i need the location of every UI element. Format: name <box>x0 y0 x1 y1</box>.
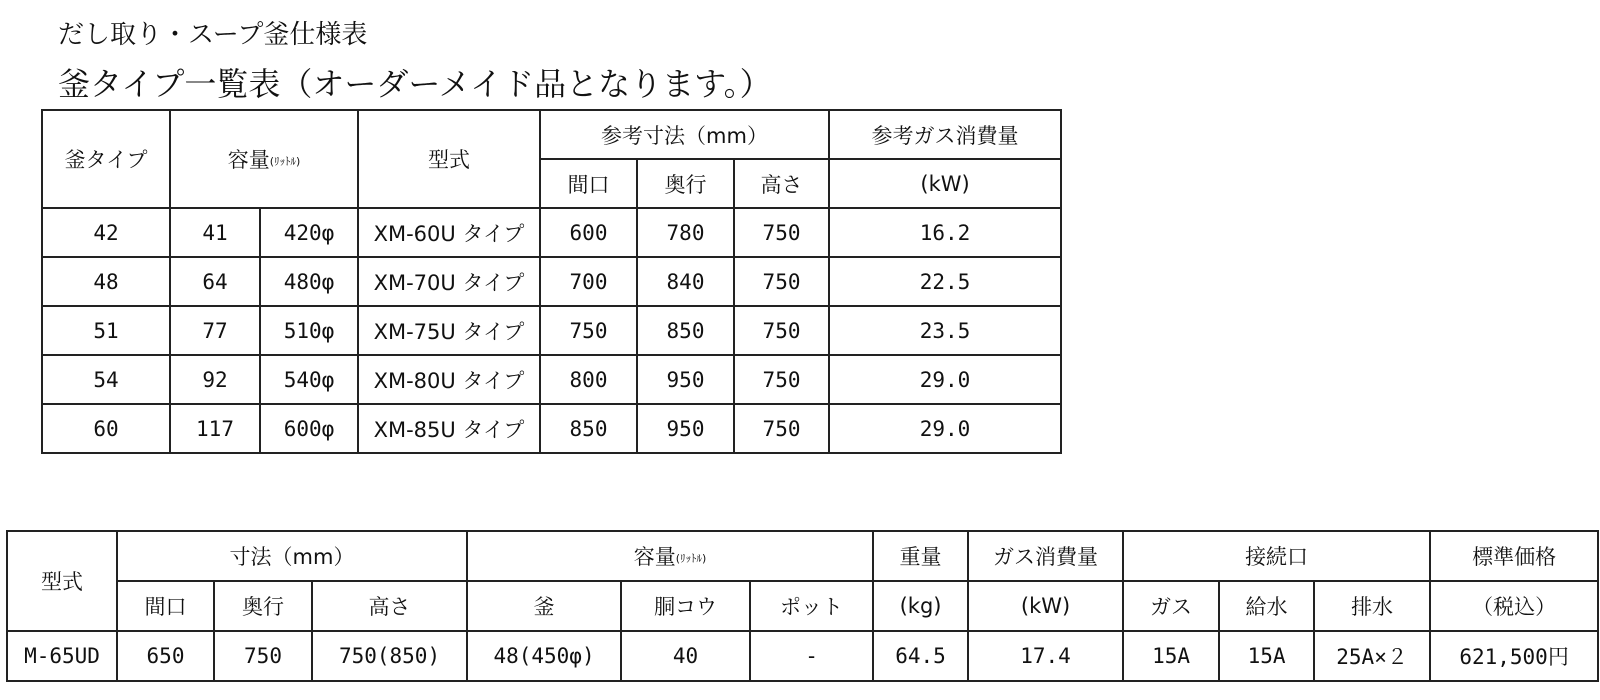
header-weight: 重量 <box>873 531 968 581</box>
table-row <box>7 631 1598 681</box>
cell-depth: 780 <box>637 208 734 257</box>
cell-liters: 117 <box>170 404 260 453</box>
cell-model: XM-80U タイプ <box>358 355 540 404</box>
cell-conn-gas: 15A <box>1123 631 1219 681</box>
header-conn-drain: 排水 <box>1314 581 1430 631</box>
cell-type: 60 <box>42 404 170 453</box>
cell-width: 850 <box>540 404 637 453</box>
cell-gas: 29.0 <box>829 404 1061 453</box>
header-connection: 接続口 <box>1123 531 1430 581</box>
table-row <box>42 208 1061 257</box>
cell-liters: 92 <box>170 355 260 404</box>
cell-diameter: 510φ <box>260 306 358 355</box>
header-gas: ガス消費量 <box>968 531 1123 581</box>
cell-weight: 64.5 <box>873 631 968 681</box>
cell-depth: 840 <box>637 257 734 306</box>
cell-width: 750 <box>540 306 637 355</box>
cell-liters: 41 <box>170 208 260 257</box>
header-pot: ポット <box>750 581 873 631</box>
table-row <box>42 355 1061 404</box>
cell-diameter: 480φ <box>260 257 358 306</box>
cell-diameter: 600φ <box>260 404 358 453</box>
cell-pot: - <box>750 631 873 681</box>
header-depth: 奥行 <box>637 159 734 208</box>
header-gas-unit: (kW) <box>968 581 1123 631</box>
header-capacity: 容量(ﾘｯﾄﾙ) <box>170 110 358 208</box>
cell-width: 700 <box>540 257 637 306</box>
cell-model: XM-85U タイプ <box>358 404 540 453</box>
cell-conn-drain: 25A×２ <box>1314 631 1430 681</box>
header-width: 間口 <box>117 581 214 631</box>
cell-model: XM-75U タイプ <box>358 306 540 355</box>
cell-depth: 950 <box>637 404 734 453</box>
cell-type: 48 <box>42 257 170 306</box>
header-weight-unit: (kg) <box>873 581 968 631</box>
header-dimensions: 参考寸法（mm） <box>540 110 829 159</box>
cell-model: M-65UD <box>7 631 117 681</box>
cell-height: 750 <box>734 355 829 404</box>
header-conn-gas: ガス <box>1123 581 1219 631</box>
header-dimensions: 寸法（mm） <box>117 531 467 581</box>
cell-type: 51 <box>42 306 170 355</box>
header-price: 標準価格 <box>1430 531 1598 581</box>
cell-depth: 750 <box>214 631 312 681</box>
header-capacity: 容量(ﾘｯﾄﾙ) <box>467 531 873 581</box>
cell-width: 800 <box>540 355 637 404</box>
cell-type: 42 <box>42 208 170 257</box>
cell-depth: 850 <box>637 306 734 355</box>
cell-height: 750 <box>734 404 829 453</box>
header-width: 間口 <box>540 159 637 208</box>
cell-gas: 22.5 <box>829 257 1061 306</box>
header-depth: 奥行 <box>214 581 312 631</box>
header-gas-unit: (kW) <box>829 159 1061 208</box>
cell-diameter: 420φ <box>260 208 358 257</box>
header-body: 胴コウ <box>621 581 750 631</box>
header-height: 高さ <box>312 581 467 631</box>
page-heading: だし取り・スープ釜仕様表 <box>58 20 368 50</box>
cell-depth: 950 <box>637 355 734 404</box>
cell-liters: 64 <box>170 257 260 306</box>
cell-height: 750 <box>734 257 829 306</box>
cell-body: 40 <box>621 631 750 681</box>
cell-price: 621,500円 <box>1430 631 1598 681</box>
kettle-type-table <box>41 109 1062 454</box>
capacity-unit: (ﾘｯﾄﾙ) <box>269 154 301 168</box>
cell-type: 54 <box>42 355 170 404</box>
table-row <box>42 404 1061 453</box>
header-model: 型式 <box>358 110 540 208</box>
table-heading: 釜タイプ一覧表（オーダーメイド品となります。） <box>58 65 772 103</box>
table-row <box>42 306 1061 355</box>
cell-gas: 16.2 <box>829 208 1061 257</box>
cell-gas: 23.5 <box>829 306 1061 355</box>
cell-height: 750 <box>734 306 829 355</box>
header-height: 高さ <box>734 159 829 208</box>
table-row <box>42 257 1061 306</box>
cell-model: XM-60U タイプ <box>358 208 540 257</box>
cell-kettle: 48(450φ) <box>467 631 621 681</box>
cell-conn-water: 15A <box>1219 631 1314 681</box>
cell-diameter: 540φ <box>260 355 358 404</box>
cell-model: XM-70U タイプ <box>358 257 540 306</box>
spec-table <box>6 530 1599 682</box>
capacity-unit: (ﾘｯﾄﾙ) <box>675 551 707 565</box>
cell-width: 600 <box>540 208 637 257</box>
header-type: 釜タイプ <box>42 110 170 208</box>
header-conn-water: 給水 <box>1219 581 1314 631</box>
cell-height: 750(850) <box>312 631 467 681</box>
cell-height: 750 <box>734 208 829 257</box>
header-model: 型式 <box>7 531 117 631</box>
cell-gas: 17.4 <box>968 631 1123 681</box>
header-kettle: 釜 <box>467 581 621 631</box>
cell-width: 650 <box>117 631 214 681</box>
cell-gas: 29.0 <box>829 355 1061 404</box>
header-gas: 参考ガス消費量 <box>829 110 1061 159</box>
cell-liters: 77 <box>170 306 260 355</box>
header-price-note: （税込） <box>1430 581 1598 631</box>
